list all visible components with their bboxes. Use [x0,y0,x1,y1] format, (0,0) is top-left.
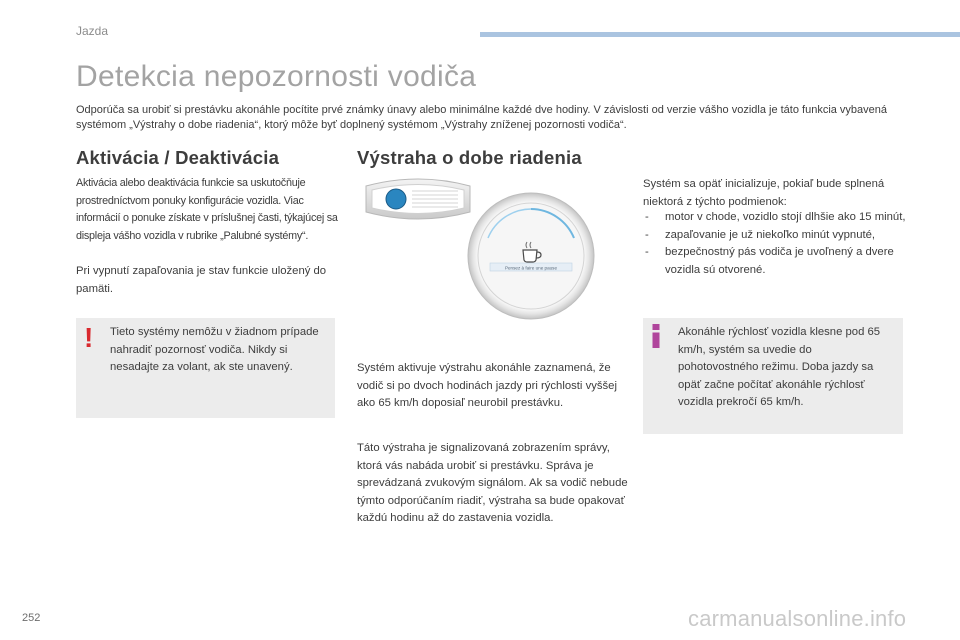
warning-text: Tieto systémy nemôžu v žiadnom prípade nahradiť pozornosť vodiča. Nikdy si nesadajte za volant, ak ste unavený. [110,326,319,373]
info-text: Akonáhle rýchlosť vozidla klesne pod 65 km/h, systém sa uvedie do pohotovostného režimu. Doba jazdy sa opäť začne počítať akonáhle rýchlosť vozidla prekročí 65 km/h. [678,326,881,408]
list-item-text: bezpečnostný pás vodiča je uvoľnený a dvere vozidla sú otvorené. [665,246,894,276]
list-dash: - [645,228,649,241]
list-dash: - [645,246,649,258]
reset-conditions-intro: Systém sa opäť inicializuje, pokiaľ bude splnená niektorá z týchto podmienok: [643,178,885,208]
alert-signal-paragraph: Táto výstraha je signalizovaná zobrazením správy, ktorá vás nabáda urobiť si prestávku. Správa je sprevádzaná zvukovým signálom. Ak sa vodič nebude týmto odporúčaním riadiť, výstraha sa bude opakovať každú hodinu až do zastavenia vozidla. [357,442,628,524]
warning-exclamation-icon: ! [84,322,94,353]
section-label: Jazda [76,24,109,38]
coffee-cup-icon [518,240,544,266]
reset-conditions-list [643,209,908,279]
display-message: Pensez à faire une pause [504,265,558,271]
info-icon [651,324,661,348]
alert-activation-paragraph: Systém aktivuje výstrahu akonáhle zaznamená, že vodič si po dvoch hodinách jazdy pri rýchlosti vyššej ako 65 km/h doposiaľ neurobil prestávku. [357,362,617,409]
page-number: 252 [22,612,41,624]
list-item [643,227,908,245]
activation-paragraph: Aktivácia alebo deaktivácia funkcie sa uskutočňuje prostredníctvom ponuky konfigurácie vozidla. Viac informácií o ponuke získate v príslušnej časti, týkajúcej sa displeja vášho vozidla v rubrike „Palubné systémy“. [76,177,338,242]
list-item-text: motor v chode, vozidlo stojí dlhšie ako 15 minút, [665,211,906,223]
instrument-cluster-illustration [362,176,474,222]
heading-driving-time-alert: Výstraha o dobe riadenia [357,147,582,168]
page-title: Detekcia nepozornosti vodiča [76,60,477,93]
intro-paragraph: Odporúča sa urobiť si prestávku akonáhle pocítite prvé známky únavy alebo minimálne každé dve hodiny. V závislosti od verzie vášho vozidla je táto funkcia vybavená systémom „Výstrahy o dobe riadenia“, ktorý môže byť doplnený systémom „Výstrahy zníženej pozornosti vodiča“. [76,104,888,131]
heading-activation: Aktivácia / Deaktivácia [76,147,280,168]
memory-paragraph: Pri vypnutí zapaľovania je stav funkcie uložený do pamäti. [76,265,327,295]
header-accent-bar [480,32,960,37]
list-dash: - [645,211,649,223]
list-item-text: zapaľovanie je už niekoľko minút vypnuté, [665,228,876,241]
list-item [643,244,908,279]
list-item [643,209,908,227]
watermark: carmanualsonline.info [688,606,907,631]
